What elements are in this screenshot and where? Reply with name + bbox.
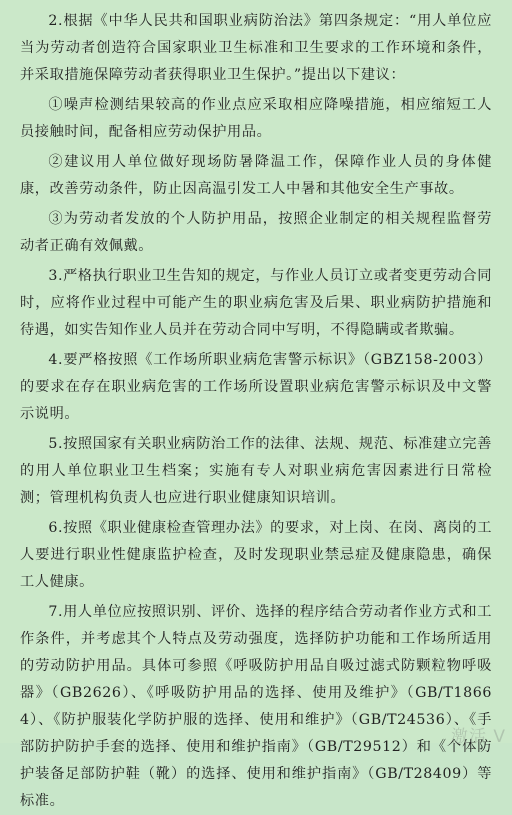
paragraph-subitem-ppe: ③为劳动者发放的个人防护用品，按照企业制定的相关规程监督劳动者正确有效佩戴。 bbox=[20, 211, 492, 254]
paragraph-subitem-heat: ②建议用人单位做好现场防暑降温工作，保障作业人员的身体健康，改善劳动条件，防止因高温引发工人中暑和其他安全生产事故。 bbox=[20, 154, 492, 197]
paragraph-subitem-noise: ①噪声检测结果较高的作业点应采取相应降噪措施，相应缩短工人员接触时间，配备相应劳动保护用品。 bbox=[20, 97, 492, 140]
paragraph-item-6-health-checks: 6.按照《职业健康检查管理办法》的要求，对上岗、在岗、离岗的工人要进行职业性健康监护检查，及时发现职业禁忌症及健康隐患，确保工人健康。 bbox=[20, 520, 492, 590]
paragraph-item-7-protective-equipment: 7.用人单位应按照识别、评价、选择的程序结合劳动者作业方式和工作条件，并考虑其个人特点及劳动强度，选择防护功能和工作场所适用的劳动防护用品。具体可参照《呼吸防护用品自吸过滤式防颗粒物呼吸器》（GB2626）、《呼吸防护用品的选择、使用及维护》（GB/T18664）、《防护服装化学防护服的选择、使用和维护》（GB/T24536）、《手部防护防护手套的选择、使用和维护指南》（GB/T29512）和《个体防护装备足部防护鞋（靴）的选择、使用和维护指南》（GB/T28409）等标准。 bbox=[20, 604, 492, 809]
activation-watermark: 激活 V bbox=[450, 727, 506, 747]
paragraph-item-2-legal-basis: 2.根据《中华人民共和国职业病防治法》第四条规定：“用人单位应当为劳动者创造符合国家职业卫生标准和卫生要求的工作环境和条件，并采取措施保障劳动者获得职业卫生保护。”提出以下建议： bbox=[20, 13, 492, 83]
paragraph-item-5-archives: 5.按照国家有关职业病防治工作的法律、法规、规范、标准建立完善的用人单位职业卫生档案；实施有专人对职业病危害因素进行日常检测；管理机构负责人也应进行职业健康知识培训。 bbox=[20, 436, 492, 506]
paragraph-item-4-warning-signs: 4.要严格按照《工作场所职业病危害警示标识》（GBZ158-2003）的要求在存在职业病危害的工作场所设置职业病危害警示标识及中文警示说明。 bbox=[20, 352, 492, 422]
paragraph-item-3-notification: 3.严格执行职业卫生告知的规定，与作业人员订立或者变更劳动合同时，应将作业过程中可能产生的职业病危害及后果、职业病防护措施和待遇，如实告知作业人员并在劳动合同中写明，不得隐瞒或者欺骗。 bbox=[20, 268, 492, 338]
